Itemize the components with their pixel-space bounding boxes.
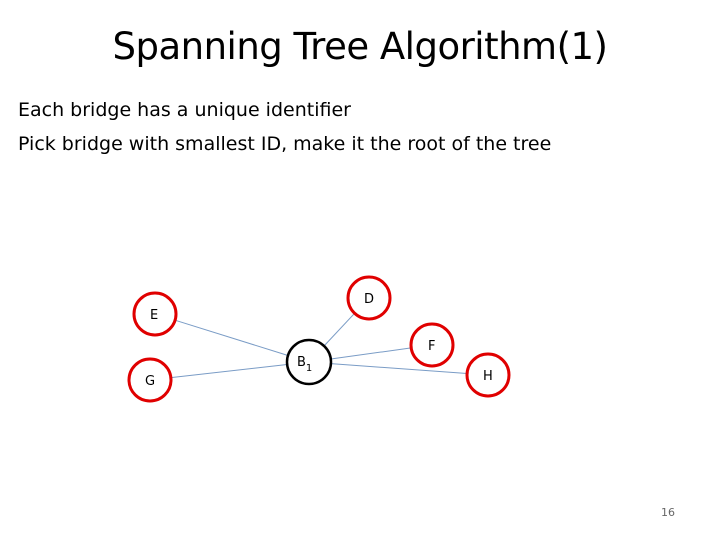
node-f: [411, 324, 453, 366]
node-g-label: G: [145, 374, 156, 389]
node-f-label: F: [428, 339, 436, 354]
page-number: 16: [661, 506, 675, 519]
edge-b1-h: [331, 364, 467, 374]
node-b1-circle: [287, 340, 331, 384]
node-b1-subscript: 1: [305, 363, 313, 374]
bullet-item-pick-root: Pick bridge with smallest ID, make it the root of the tree: [18, 133, 552, 155]
node-b1-letter: B: [297, 355, 306, 370]
node-e: [134, 293, 176, 335]
node-e-label: E: [150, 308, 159, 323]
node-g: [129, 359, 171, 401]
edge-g-b1: [171, 365, 287, 378]
node-b1-root: [287, 340, 331, 384]
node-d: [348, 277, 390, 319]
edge-b1-f: [331, 348, 411, 359]
edge-b1-d: [324, 313, 355, 346]
edge-e-b1: [175, 320, 288, 355]
node-d-label: D: [364, 292, 375, 307]
bullet-item-unique-id: Each bridge has a unique identifier: [18, 99, 351, 121]
node-h-label: H: [483, 369, 493, 384]
node-h: [467, 354, 509, 396]
slide-title: Spanning Tree Algorithm(1): [112, 25, 608, 68]
